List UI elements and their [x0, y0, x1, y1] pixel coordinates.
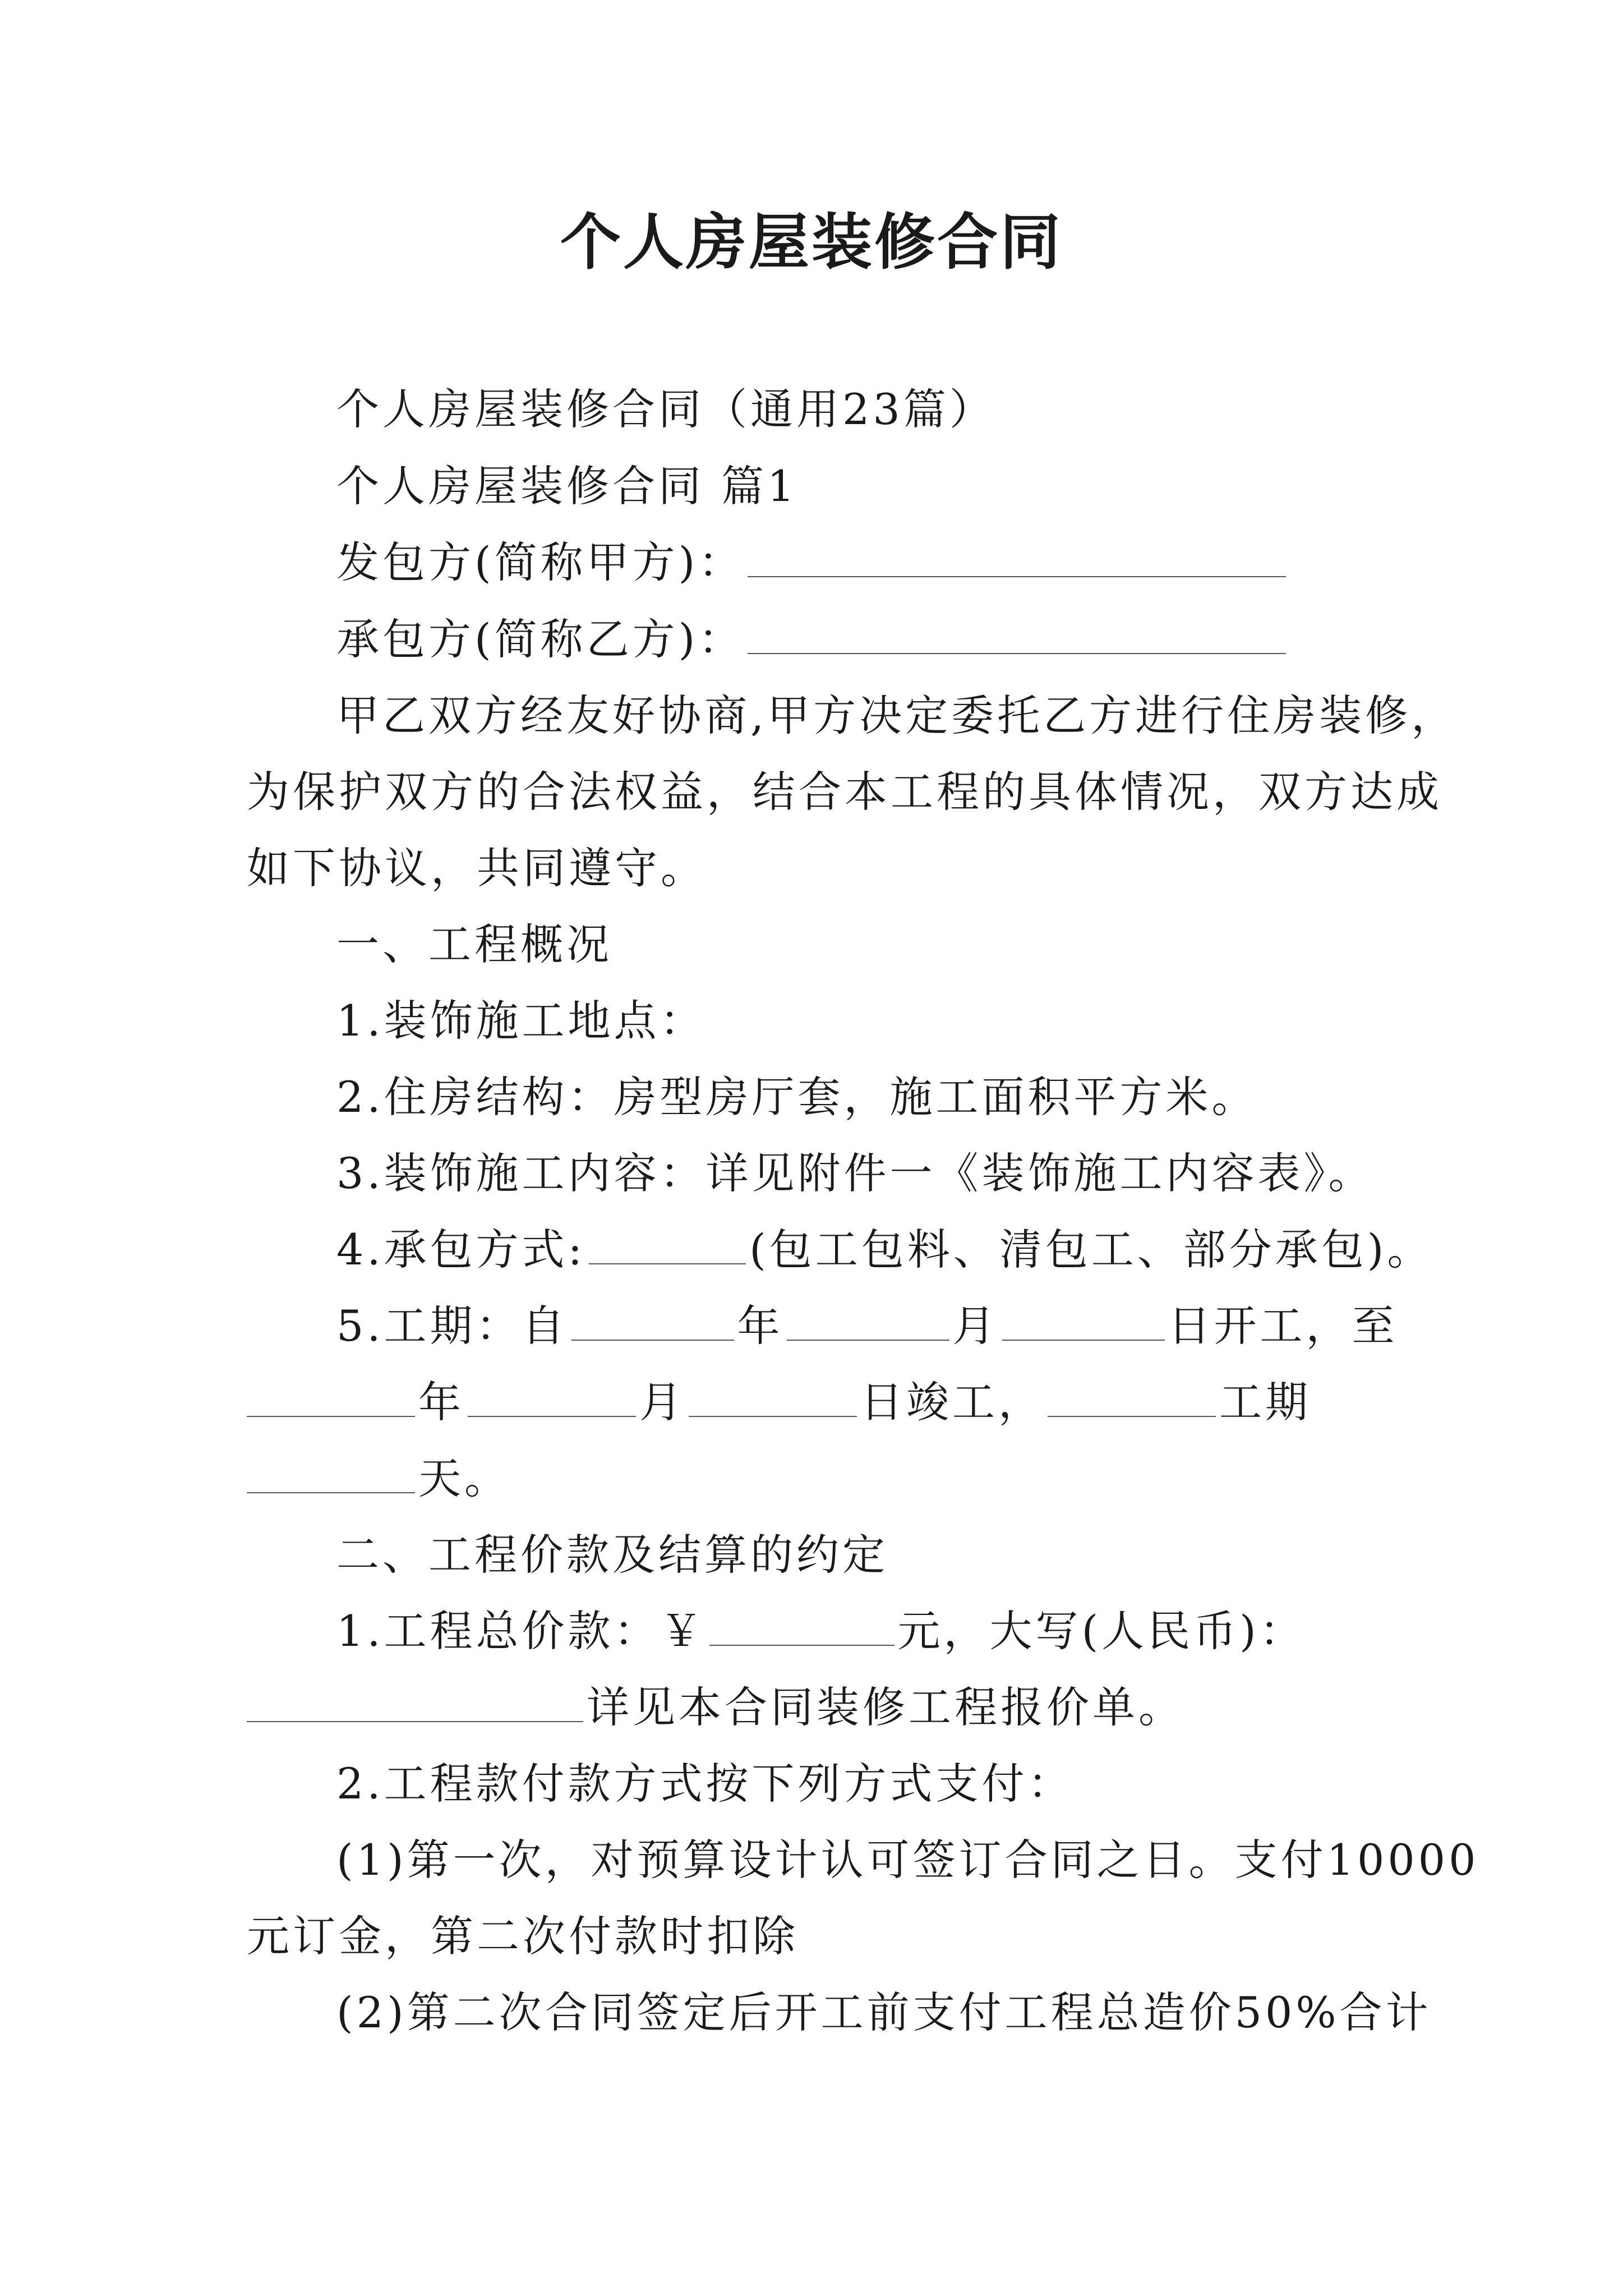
- item-4-suffix: (包工包料、清包工、部分承包)。: [749, 1225, 1433, 1274]
- item-5-text-f: 月: [639, 1377, 685, 1427]
- item-5-text-e: 年: [418, 1377, 464, 1427]
- item-5-line-1: [336, 1298, 1398, 1354]
- payment-1-line-1: (1)第一次，对预算设计认可签订合同之日。支付10000: [336, 1835, 1479, 1885]
- item-3: 3.装饰施工内容：详见附件一《装饰施工内容表》。: [336, 1148, 1375, 1198]
- item-5-text-d: 日开工，至: [1168, 1301, 1398, 1351]
- item-4: [336, 1222, 1433, 1278]
- item-4-prefix: 4.承包方式:: [336, 1225, 586, 1274]
- end-month-blank: [468, 1382, 636, 1417]
- duration-blank: [1048, 1382, 1216, 1417]
- item-5-text-c: 月: [952, 1301, 999, 1351]
- start-year-blank: [571, 1306, 734, 1341]
- intro-line-1: 甲乙双方经友好协商,甲方决定委托乙方进行住房装修，: [336, 691, 1458, 740]
- party-a-label: 发包方(简称甲方)：: [336, 537, 745, 587]
- item-5-text-a: 5.工期：自: [336, 1301, 568, 1351]
- party-b-blank: [748, 619, 1286, 654]
- party-a-blank: [748, 542, 1286, 577]
- end-day-blank: [689, 1382, 857, 1417]
- item-5-text-g: 日竣工，: [860, 1377, 1044, 1427]
- price-capital-label: 元，大写(人民币)：: [897, 1606, 1306, 1656]
- payment-2-line-1: (2)第二次合同签定后开工前支付工程总造价50%合计: [336, 1987, 1432, 2037]
- part1-heading: 一、工程概况: [336, 919, 612, 969]
- price-capital-blank: [247, 1687, 583, 1722]
- item-4-blank: [589, 1230, 746, 1264]
- duration-days-blank: [247, 1458, 415, 1493]
- price-note: 详见本合同装修工程报价单。: [587, 1682, 1184, 1732]
- start-day-blank: [1002, 1306, 1165, 1341]
- price-label: 1.工程总价款：￥: [336, 1606, 706, 1656]
- document-title: 个人房屋装修合同: [560, 207, 1063, 278]
- item-5-text-h: 工期: [1219, 1377, 1311, 1427]
- party-b-label: 承包方(简称乙方)：: [336, 614, 745, 664]
- party-b-line: [336, 611, 1289, 668]
- party-a-line: [336, 535, 1289, 591]
- payment-1-line-2: 元订金，第二次付款时扣除: [247, 1911, 799, 1961]
- end-year-blank: [247, 1382, 415, 1417]
- part2-heading: 二、工程价款及结算的约定: [336, 1530, 888, 1580]
- price-amount-blank: [709, 1611, 895, 1646]
- price-line-2: [247, 1680, 1184, 1736]
- item-5-line-3: [247, 1451, 510, 1507]
- payment-heading: 2.工程款付款方式按下列方式支付：: [336, 1759, 1074, 1809]
- document-subtitle: 个人房屋装修合同（通用23篇）: [336, 384, 995, 434]
- item-2: 2.住房结构：房型房厅套，施工面积平方米。: [336, 1072, 1258, 1122]
- item-1: 1.装饰施工地点：: [336, 996, 706, 1046]
- price-line-1: [336, 1603, 1306, 1659]
- start-month-blank: [787, 1306, 949, 1341]
- section-heading: 个人房屋装修合同 篇1: [336, 461, 798, 511]
- intro-line-2: 为保护双方的合法权益，结合本工程的具体情况，双方达成: [247, 767, 1442, 817]
- item-5-text-b: 年: [737, 1301, 783, 1351]
- item-5-text-i: 天。: [418, 1453, 510, 1503]
- intro-line-3: 如下协议，共同遵守。: [247, 843, 707, 893]
- item-5-line-2: [247, 1374, 1311, 1430]
